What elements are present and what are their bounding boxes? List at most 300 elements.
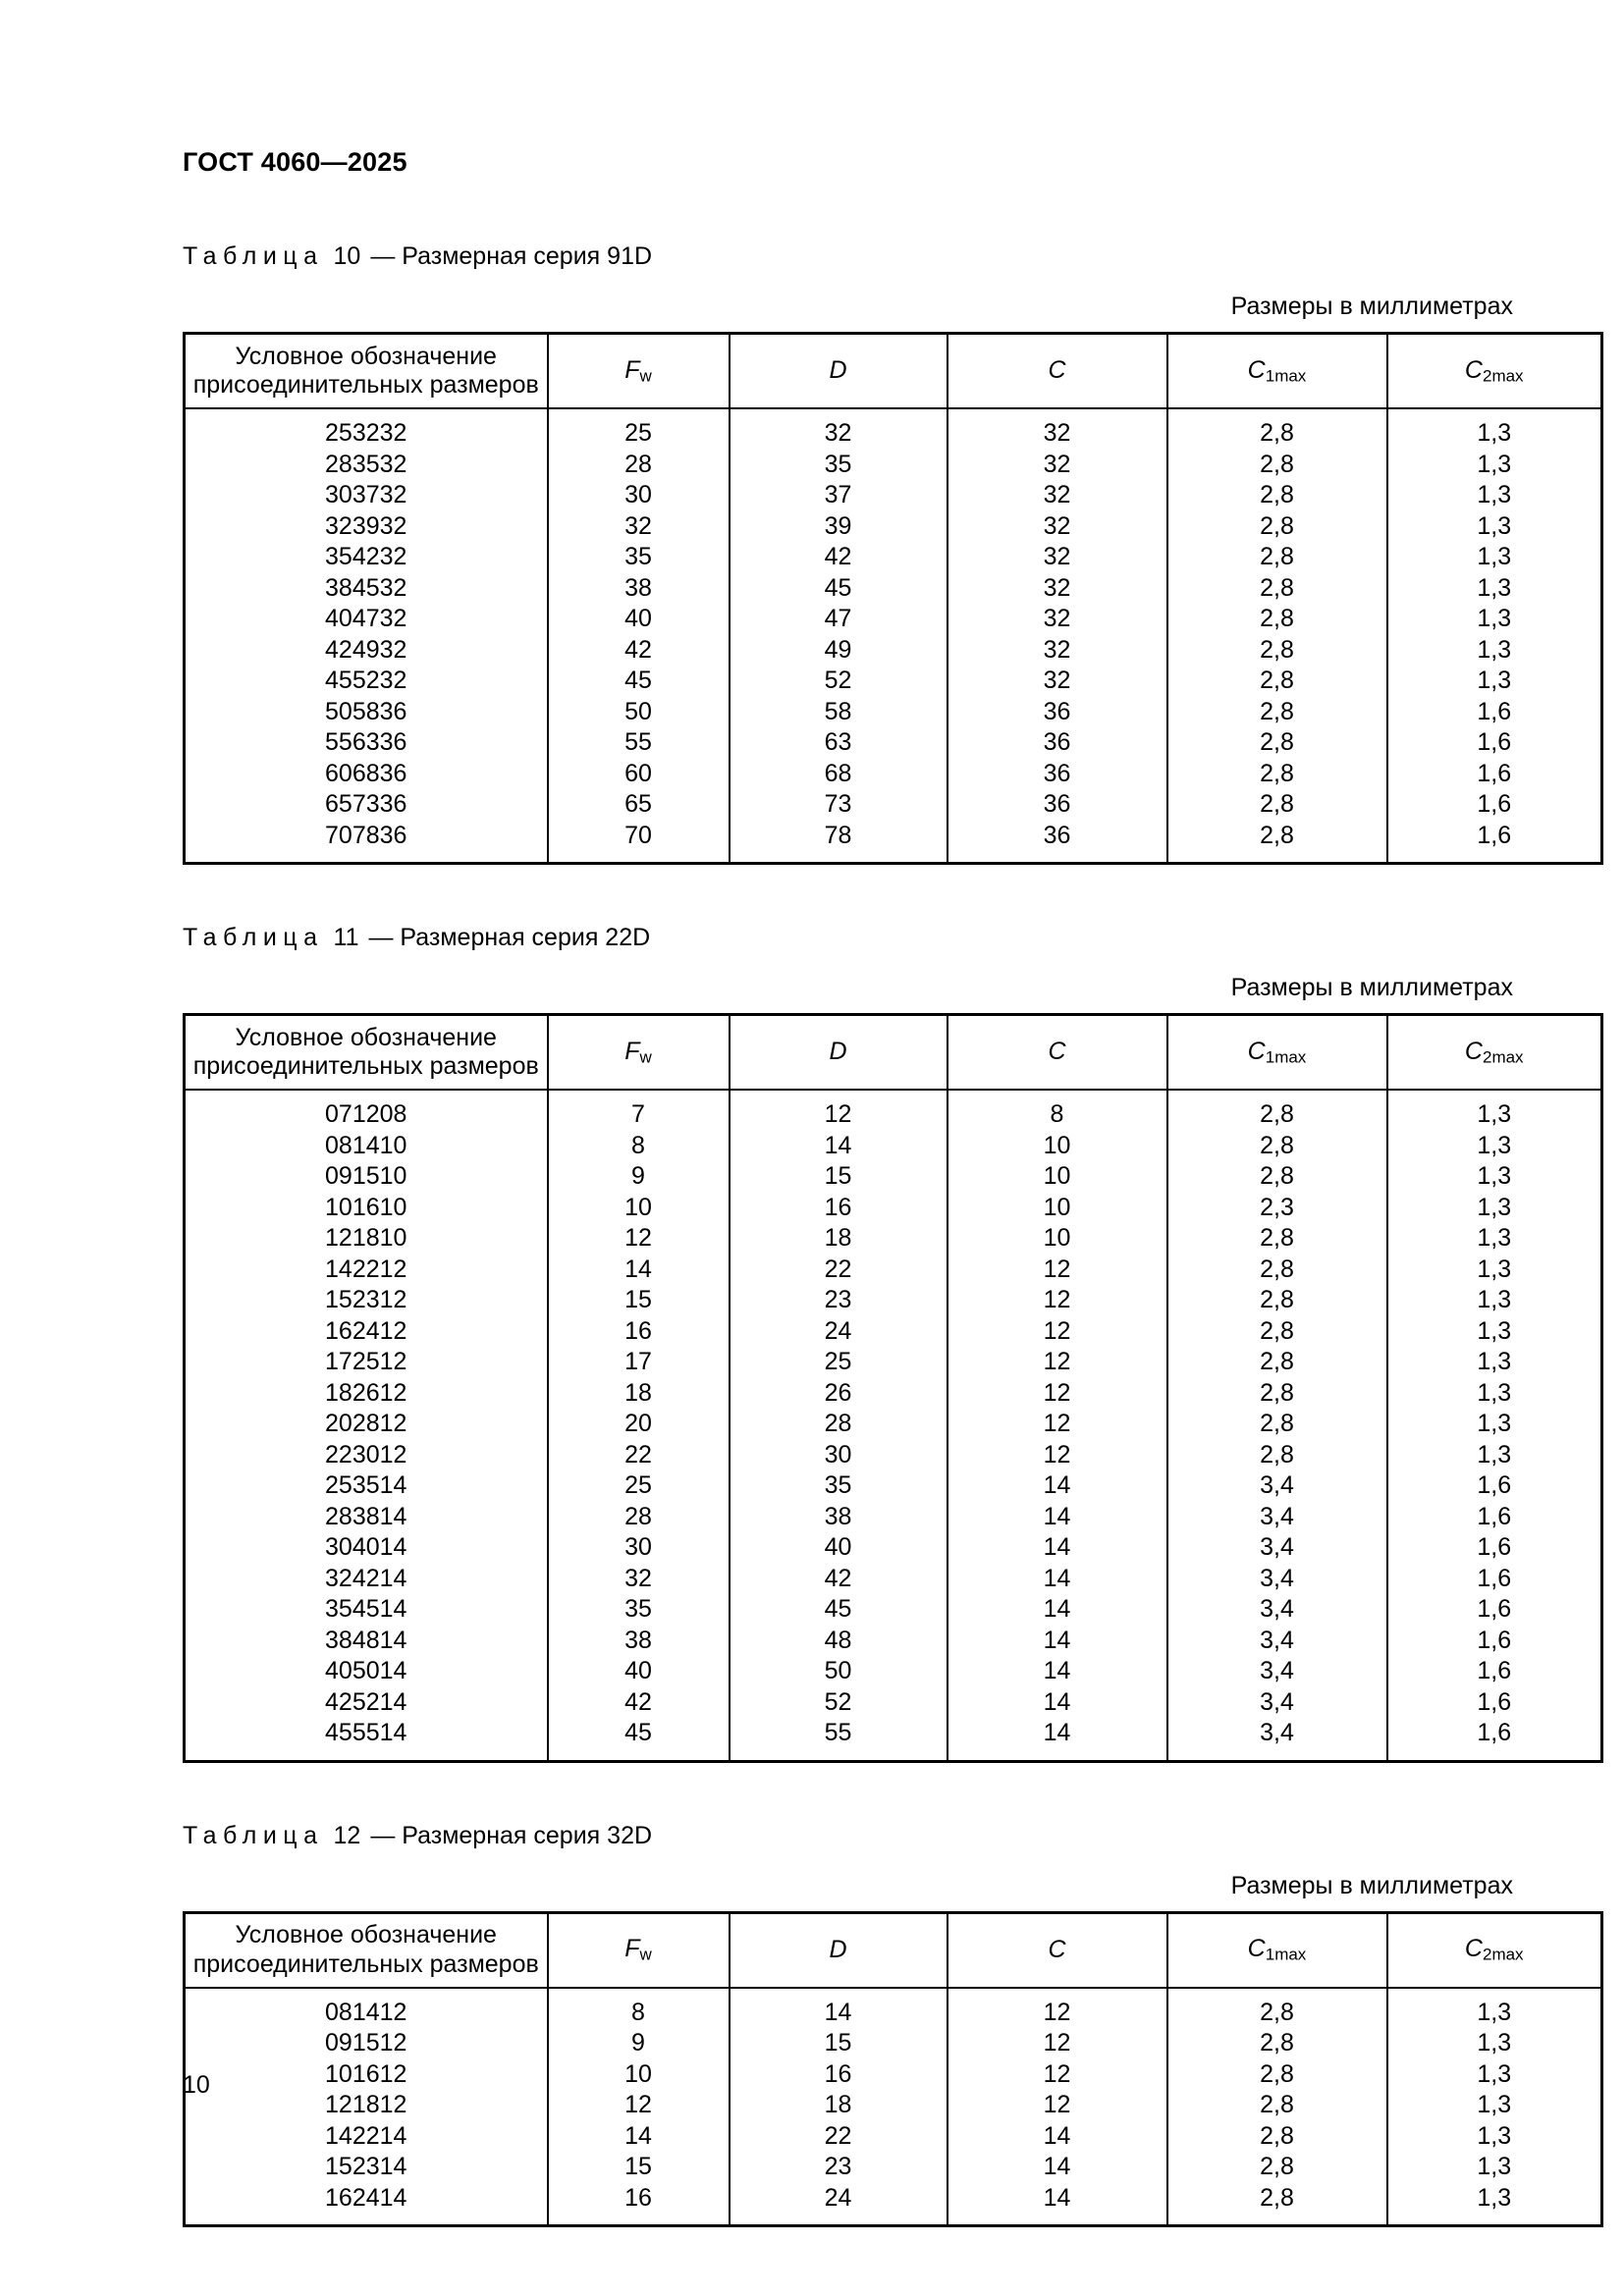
table-cell: 2,8 (1167, 604, 1387, 635)
table-row (185, 1090, 1602, 1131)
table-cell: 2,8 (1167, 511, 1387, 543)
table-cell: 15 (730, 2028, 947, 2059)
column-header-c1max-base: C (1247, 1935, 1266, 1963)
table-cell: 2,8 (1167, 1161, 1387, 1193)
table-cell: 32 (947, 542, 1167, 573)
table-cell: 38 (548, 1626, 730, 1657)
table-row (185, 1161, 1602, 1193)
table-cell: 404732 (185, 604, 548, 635)
table-cell: 354514 (185, 1594, 548, 1626)
table-cell: 657336 (185, 789, 548, 821)
table-cell: 121810 (185, 1223, 548, 1255)
caption-keyword: Таблица (183, 242, 324, 270)
table-row (185, 573, 1602, 605)
table-row (185, 1223, 1602, 1255)
table-cell: 3,4 (1167, 1687, 1387, 1719)
table-cell: 32 (730, 408, 947, 450)
table-row (185, 759, 1602, 790)
table-cell: 15 (548, 1285, 730, 1316)
table-cell: 16 (548, 1316, 730, 1348)
table-cell: 2,3 (1167, 1193, 1387, 1224)
table-cell: 38 (548, 573, 730, 605)
table-cell: 22 (730, 2121, 947, 2153)
table-cell: 32 (947, 635, 1167, 667)
table-row (185, 1316, 1602, 1348)
table-cell: 2,8 (1167, 1378, 1387, 1410)
table-cell: 23 (730, 2152, 947, 2183)
table-cell: 1,6 (1387, 1718, 1602, 1761)
table-cell: 2,8 (1167, 2183, 1387, 2226)
table-row (185, 450, 1602, 481)
table-cell: 15 (730, 1161, 947, 1193)
table-cell: 10 (548, 1193, 730, 1224)
table-cell: 36 (947, 789, 1167, 821)
table-row (185, 511, 1602, 543)
table-cell: 2,8 (1167, 1131, 1387, 1162)
table-cell: 1,6 (1387, 1564, 1602, 1595)
table-cell: 35 (548, 1594, 730, 1626)
table-cell: 223012 (185, 1440, 548, 1471)
table-cell: 1,3 (1387, 450, 1602, 481)
table-cell: 70 (548, 821, 730, 864)
table-row (185, 2059, 1602, 2091)
table-cell: 1,3 (1387, 635, 1602, 667)
caption-keyword: Таблица (183, 924, 324, 951)
column-header-c2max (1387, 1912, 1602, 1988)
table-cell: 455514 (185, 1718, 548, 1761)
table-cell: 32 (947, 511, 1167, 543)
table-cell: 1,3 (1387, 1378, 1602, 1410)
running-head: ГОСТ 4060—2025 (183, 147, 407, 177)
table-cell: 1,3 (1387, 1440, 1602, 1471)
table-cell: 63 (730, 727, 947, 759)
table-row (185, 480, 1602, 511)
table-row (185, 789, 1602, 821)
table-cell: 2,8 (1167, 789, 1387, 821)
table-caption (183, 244, 1513, 269)
table-cell: 1,3 (1387, 1223, 1602, 1255)
table-cell: 1,6 (1387, 697, 1602, 728)
column-header-c (947, 334, 1167, 409)
table-cell: 55 (730, 1718, 947, 1761)
table-cell: 14 (548, 2121, 730, 2153)
table-cell: 50 (730, 1656, 947, 1687)
table-row (185, 1378, 1602, 1410)
table-cell: 23 (730, 1285, 947, 1316)
table-cell: 1,3 (1387, 480, 1602, 511)
column-header-designation (185, 1015, 548, 1091)
table-cell: 12 (947, 1988, 1167, 2029)
column-header-fw-base: F (624, 1935, 640, 1963)
table-cell: 2,8 (1167, 1347, 1387, 1378)
table-cell: 2,8 (1167, 1255, 1387, 1286)
column-header-c-base: C (1048, 1038, 1066, 1066)
column-header-designation (185, 334, 548, 409)
table-cell: 1,6 (1387, 1656, 1602, 1687)
caption-keyword: Таблица (183, 1821, 324, 1849)
table-cell: 1,3 (1387, 1285, 1602, 1316)
table-cell: 2,8 (1167, 1090, 1387, 1131)
table-cell: 2,8 (1167, 821, 1387, 864)
table-cell: 18 (730, 2090, 947, 2121)
table-cell: 45 (730, 1594, 947, 1626)
dimension-table (183, 1013, 1603, 1763)
table-cell: 091510 (185, 1161, 548, 1193)
column-header-fw-base: F (624, 355, 640, 384)
table-cell: 384532 (185, 573, 548, 605)
table-cell: 30 (730, 1440, 947, 1471)
table-cell: 22 (730, 1255, 947, 1286)
table-cell: 556336 (185, 727, 548, 759)
table-cell: 36 (947, 821, 1167, 864)
table-row (185, 408, 1602, 450)
caption-number: 11 (333, 924, 359, 951)
table-cell: 1,3 (1387, 573, 1602, 605)
table-cell: 8 (548, 1131, 730, 1162)
table-cell: 40 (548, 604, 730, 635)
table-cell: 455232 (185, 666, 548, 697)
table-cell: 49 (730, 635, 947, 667)
table-cell: 38 (730, 1502, 947, 1533)
caption-title: — Размерная серия 32D (370, 1821, 653, 1849)
table-cell: 081412 (185, 1988, 548, 2029)
table-cell: 12 (947, 2028, 1167, 2059)
table-cell: 1,6 (1387, 1594, 1602, 1626)
table-cell: 101612 (185, 2059, 548, 2091)
column-header-fw (548, 334, 730, 409)
table-cell: 12 (947, 2090, 1167, 2121)
table-row (185, 1594, 1602, 1626)
table-cell: 24 (730, 1316, 947, 1348)
units-note: Размеры в миллиметрах (1230, 1871, 1513, 1899)
table-cell: 071208 (185, 1090, 548, 1131)
table-cell: 12 (947, 1347, 1167, 1378)
table-cell: 10 (548, 2059, 730, 2091)
column-header-c2max-subscript: 2max (1482, 1945, 1524, 1964)
table-cell: 14 (947, 1502, 1167, 1533)
table-cell: 14 (947, 2152, 1167, 2183)
table-row (185, 2152, 1602, 2183)
table-cell: 78 (730, 821, 947, 864)
table-cell: 1,3 (1387, 2090, 1602, 2121)
table-cell: 35 (548, 542, 730, 573)
column-header-d-base: D (829, 356, 847, 385)
table-cell: 18 (730, 1223, 947, 1255)
table-cell: 707836 (185, 821, 548, 864)
table-cell: 2,8 (1167, 480, 1387, 511)
page-number: 10 (183, 2071, 210, 2099)
table-cell: 1,3 (1387, 2183, 1602, 2226)
table-cell: 1,3 (1387, 1131, 1602, 1162)
table-cell: 22 (548, 1440, 730, 1471)
table-cell: 45 (548, 666, 730, 697)
table-cell: 16 (548, 2183, 730, 2226)
table-cell: 60 (548, 759, 730, 790)
table-cell: 253514 (185, 1470, 548, 1502)
table-cell: 16 (730, 2059, 947, 2091)
column-header-c2max-base: C (1464, 355, 1483, 384)
table-row (185, 727, 1602, 759)
table-cell: 202812 (185, 1409, 548, 1440)
table-cell: 15 (548, 2152, 730, 2183)
column-header-c1max (1167, 334, 1387, 409)
table-cell: 28 (548, 450, 730, 481)
column-header-fw-subscript: w (639, 366, 652, 386)
table-row (185, 1502, 1602, 1533)
table-cell: 283532 (185, 450, 548, 481)
table-cell: 35 (730, 450, 947, 481)
table-cell: 25 (548, 1470, 730, 1502)
dimension-table (183, 332, 1603, 865)
table-row (185, 1285, 1602, 1316)
table-cell: 30 (548, 1532, 730, 1564)
table-cell: 354232 (185, 542, 548, 573)
table-cell: 162414 (185, 2183, 548, 2226)
column-header-c2max-subscript: 2max (1482, 1047, 1524, 1067)
column-header-d (730, 334, 947, 409)
table-cell: 2,8 (1167, 1223, 1387, 1255)
column-header-fw (548, 1912, 730, 1988)
table-cell: 304014 (185, 1532, 548, 1564)
table-cell: 32 (947, 480, 1167, 511)
table-cell: 10 (947, 1223, 1167, 1255)
table-cell: 3,4 (1167, 1532, 1387, 1564)
table-cell: 25 (730, 1347, 947, 1378)
table-cell: 2,8 (1167, 1440, 1387, 1471)
table-cell: 2,8 (1167, 542, 1387, 573)
table-caption (183, 926, 1513, 950)
column-header-designation-line2: присоединительных размеров (192, 1949, 539, 1978)
table-cell: 2,8 (1167, 2152, 1387, 2183)
table-cell: 65 (548, 789, 730, 821)
column-header-c2max (1387, 334, 1602, 409)
table-cell: 12 (947, 1440, 1167, 1471)
column-header-fw (548, 1015, 730, 1091)
table-row (185, 2090, 1602, 2121)
table-cell: 1,3 (1387, 604, 1602, 635)
table-cell: 3,4 (1167, 1718, 1387, 1761)
column-header-d-base: D (829, 1038, 847, 1066)
table-row (185, 1532, 1602, 1564)
table-cell: 324214 (185, 1564, 548, 1595)
table-cell: 1,3 (1387, 2028, 1602, 2059)
column-header-c2max-base: C (1464, 1037, 1483, 1065)
caption-title: — Размерная серия 22D (368, 924, 651, 951)
table-cell: 14 (947, 1532, 1167, 1564)
page-content (183, 0, 1524, 2227)
table-cell: 32 (548, 511, 730, 543)
table-cell: 10 (947, 1193, 1167, 1224)
table-cell: 2,8 (1167, 697, 1387, 728)
table-cell: 58 (730, 697, 947, 728)
table-cell: 14 (730, 1131, 947, 1162)
table-row (185, 1409, 1602, 1440)
table-cell: 1,3 (1387, 1161, 1602, 1193)
table-row (185, 1255, 1602, 1286)
table-cell: 10 (947, 1161, 1167, 1193)
table-cell: 42 (548, 1687, 730, 1719)
table-row (185, 1656, 1602, 1687)
table-cell: 12 (730, 1090, 947, 1131)
table-cell: 2,8 (1167, 759, 1387, 790)
table-cell: 1,6 (1387, 821, 1602, 864)
column-header-designation-line1: Условное обозначение (235, 1023, 497, 1051)
table-cell: 20 (548, 1409, 730, 1440)
table-cell: 1,6 (1387, 759, 1602, 790)
table-header-row (185, 1015, 1602, 1091)
table-cell: 26 (730, 1378, 947, 1410)
table-cell: 1,3 (1387, 1193, 1602, 1224)
table-cell: 2,8 (1167, 2059, 1387, 2091)
table-cell: 7 (548, 1090, 730, 1131)
column-header-c-base: C (1048, 356, 1066, 385)
table-cell: 2,8 (1167, 1988, 1387, 2029)
table-cell: 30 (548, 480, 730, 511)
table-cell: 303732 (185, 480, 548, 511)
table-cell: 425214 (185, 1687, 548, 1719)
table-cell: 1,3 (1387, 1347, 1602, 1378)
tables-container (183, 242, 1524, 2227)
column-header-c (947, 1912, 1167, 1988)
column-header-c-base: C (1048, 1935, 1066, 1963)
table-cell: 2,8 (1167, 666, 1387, 697)
table-cell: 50 (548, 697, 730, 728)
table-cell: 14 (947, 1687, 1167, 1719)
column-header-d (730, 1912, 947, 1988)
table-cell: 2,8 (1167, 727, 1387, 759)
table-cell: 25 (548, 408, 730, 450)
table-cell: 14 (947, 2183, 1167, 2226)
column-header-c2max-base: C (1464, 1935, 1483, 1963)
table-cell: 3,4 (1167, 1470, 1387, 1502)
column-header-c1max-base: C (1247, 1037, 1266, 1065)
column-header-fw-subscript: w (639, 1047, 652, 1067)
units-note: Размеры в миллиметрах (1230, 974, 1513, 1001)
column-header-c1max (1167, 1015, 1387, 1091)
table-cell: 42 (548, 635, 730, 667)
table-cell: 121812 (185, 2090, 548, 2121)
table-row (185, 1347, 1602, 1378)
column-header-designation-line2: присоединительных размеров (192, 1052, 539, 1080)
table-cell: 36 (947, 697, 1167, 728)
table-cell: 3,4 (1167, 1626, 1387, 1657)
table-cell: 1,3 (1387, 408, 1602, 450)
table-cell: 36 (947, 759, 1167, 790)
table-cell: 253232 (185, 408, 548, 450)
table-cell: 182612 (185, 1378, 548, 1410)
table-cell: 37 (730, 480, 947, 511)
table-cell: 45 (548, 1718, 730, 1761)
column-header-c (947, 1015, 1167, 1091)
table-cell: 12 (947, 1255, 1167, 1286)
table-cell: 142214 (185, 2121, 548, 2153)
table-cell: 1,3 (1387, 542, 1602, 573)
table-cell: 14 (947, 1564, 1167, 1595)
table-cell: 1,3 (1387, 666, 1602, 697)
table-caption (183, 1821, 1513, 1849)
table-cell: 172512 (185, 1347, 548, 1378)
table-cell: 12 (947, 1285, 1167, 1316)
table-row (185, 542, 1602, 573)
column-header-c1max-subscript: 1max (1265, 1047, 1307, 1067)
table-cell: 48 (730, 1626, 947, 1657)
table-cell: 40 (730, 1532, 947, 1564)
table-row (185, 1687, 1602, 1719)
table-cell: 1,6 (1387, 1470, 1602, 1502)
table-cell: 091512 (185, 2028, 548, 2059)
table-cell: 2,8 (1167, 450, 1387, 481)
table-cell: 1,3 (1387, 1988, 1602, 2029)
column-header-c1max (1167, 1912, 1387, 1988)
table-cell: 152312 (185, 1285, 548, 1316)
table-cell: 14 (947, 2121, 1167, 2153)
table-cell: 28 (730, 1409, 947, 1440)
table-cell: 1,6 (1387, 1532, 1602, 1564)
table-cell: 1,3 (1387, 2121, 1602, 2153)
table-cell: 55 (548, 727, 730, 759)
table-cell: 16 (730, 1193, 947, 1224)
table-cell: 10 (947, 1131, 1167, 1162)
dimension-table (183, 1911, 1603, 2228)
table-cell: 3,4 (1167, 1502, 1387, 1533)
table-cell: 14 (548, 1255, 730, 1286)
table-cell: 36 (947, 727, 1167, 759)
table-cell: 32 (947, 450, 1167, 481)
column-header-fw-subscript: w (639, 1945, 652, 1964)
table-cell: 101610 (185, 1193, 548, 1224)
table-cell: 28 (548, 1502, 730, 1533)
table-cell: 14 (947, 1470, 1167, 1502)
table-cell: 32 (947, 573, 1167, 605)
table-cell: 1,3 (1387, 2152, 1602, 2183)
table-cell: 424932 (185, 635, 548, 667)
column-header-d (730, 1015, 947, 1091)
table-cell: 1,6 (1387, 1687, 1602, 1719)
table-cell: 3,4 (1167, 1594, 1387, 1626)
table-cell: 1,6 (1387, 1502, 1602, 1533)
table-cell: 14 (947, 1594, 1167, 1626)
table-cell: 1,3 (1387, 1090, 1602, 1131)
table-cell: 1,3 (1387, 1409, 1602, 1440)
table-cell: 8 (548, 1988, 730, 2029)
table-cell: 1,3 (1387, 1255, 1602, 1286)
table-cell: 9 (548, 1161, 730, 1193)
table-cell: 2,8 (1167, 1285, 1387, 1316)
table-cell: 283814 (185, 1502, 548, 1533)
column-header-c2max (1387, 1015, 1602, 1091)
table-cell: 1,3 (1387, 2059, 1602, 2091)
table-cell: 142212 (185, 1255, 548, 1286)
table-cell: 12 (548, 1223, 730, 1255)
table-cell: 1,3 (1387, 511, 1602, 543)
table-row (185, 2121, 1602, 2153)
table-cell: 32 (548, 1564, 730, 1595)
table-cell: 12 (947, 1378, 1167, 1410)
table-cell: 12 (947, 1316, 1167, 1348)
table-cell: 2,8 (1167, 1316, 1387, 1348)
table-cell: 2,8 (1167, 408, 1387, 450)
table-cell: 42 (730, 1564, 947, 1595)
table-cell: 12 (947, 2059, 1167, 2091)
table-cell: 405014 (185, 1656, 548, 1687)
table-cell: 24 (730, 2183, 947, 2226)
table-cell: 42 (730, 542, 947, 573)
units-note: Размеры в миллиметрах (1230, 293, 1513, 320)
table-cell: 32 (947, 666, 1167, 697)
table-row (185, 2183, 1602, 2226)
table-row (185, 2028, 1602, 2059)
table-cell: 35 (730, 1470, 947, 1502)
